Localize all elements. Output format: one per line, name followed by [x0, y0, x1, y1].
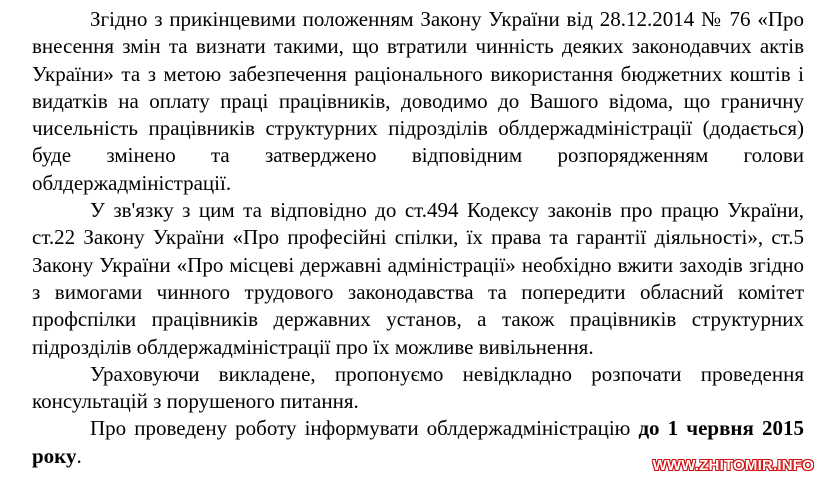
deadline-text: Про проведену роботу інформувати облдержадміністрацію [90, 416, 639, 441]
deadline-date: до 1 червня 2015 року [32, 416, 804, 468]
document-body [32, 6, 804, 470]
paragraph-consultations: Ураховуючи викладене, пропонуємо невідкладно розпочати проведення консультацій з порушеного питання. [32, 361, 804, 414]
deadline-period: . [76, 443, 82, 468]
paragraph-law-reference: Згідно з прикінцевими положенням Закону України від 28.12.2014 № 76 «Про внесення змін та визнати такими, що втратили чинність деяких законодавчих актів України» та з метою забезпечення раціонального використання бюджетних коштів і видатків на оплату праці працівників, доводимо до Вашого відома, що граничну чисельність працівників структурних підрозділів облдержадміністрації (додається) буде змінено та затверджено відповідним розпорядженням голови облдержадміністрації. [32, 7, 804, 195]
site-watermark: WWW.ZHITOMIR.INFO [652, 457, 814, 474]
paragraph-labor-code: У зв'язку з цим та відповідно до ст.494 Кодексу законів про працю України, ст.22 Закону України «Про професійні спілки, їх права та гарантії діяльності», ст.5 Закону України «Про місцеві державні адміністрації» необхідно вжити заходів згідно з вимогами чинного трудового законодавства та попередити обласний комітет профспілки працівників державних установ, а також працівників структурних підрозділів облдержадміністрації про їх можливе вивільнення. [32, 198, 804, 359]
